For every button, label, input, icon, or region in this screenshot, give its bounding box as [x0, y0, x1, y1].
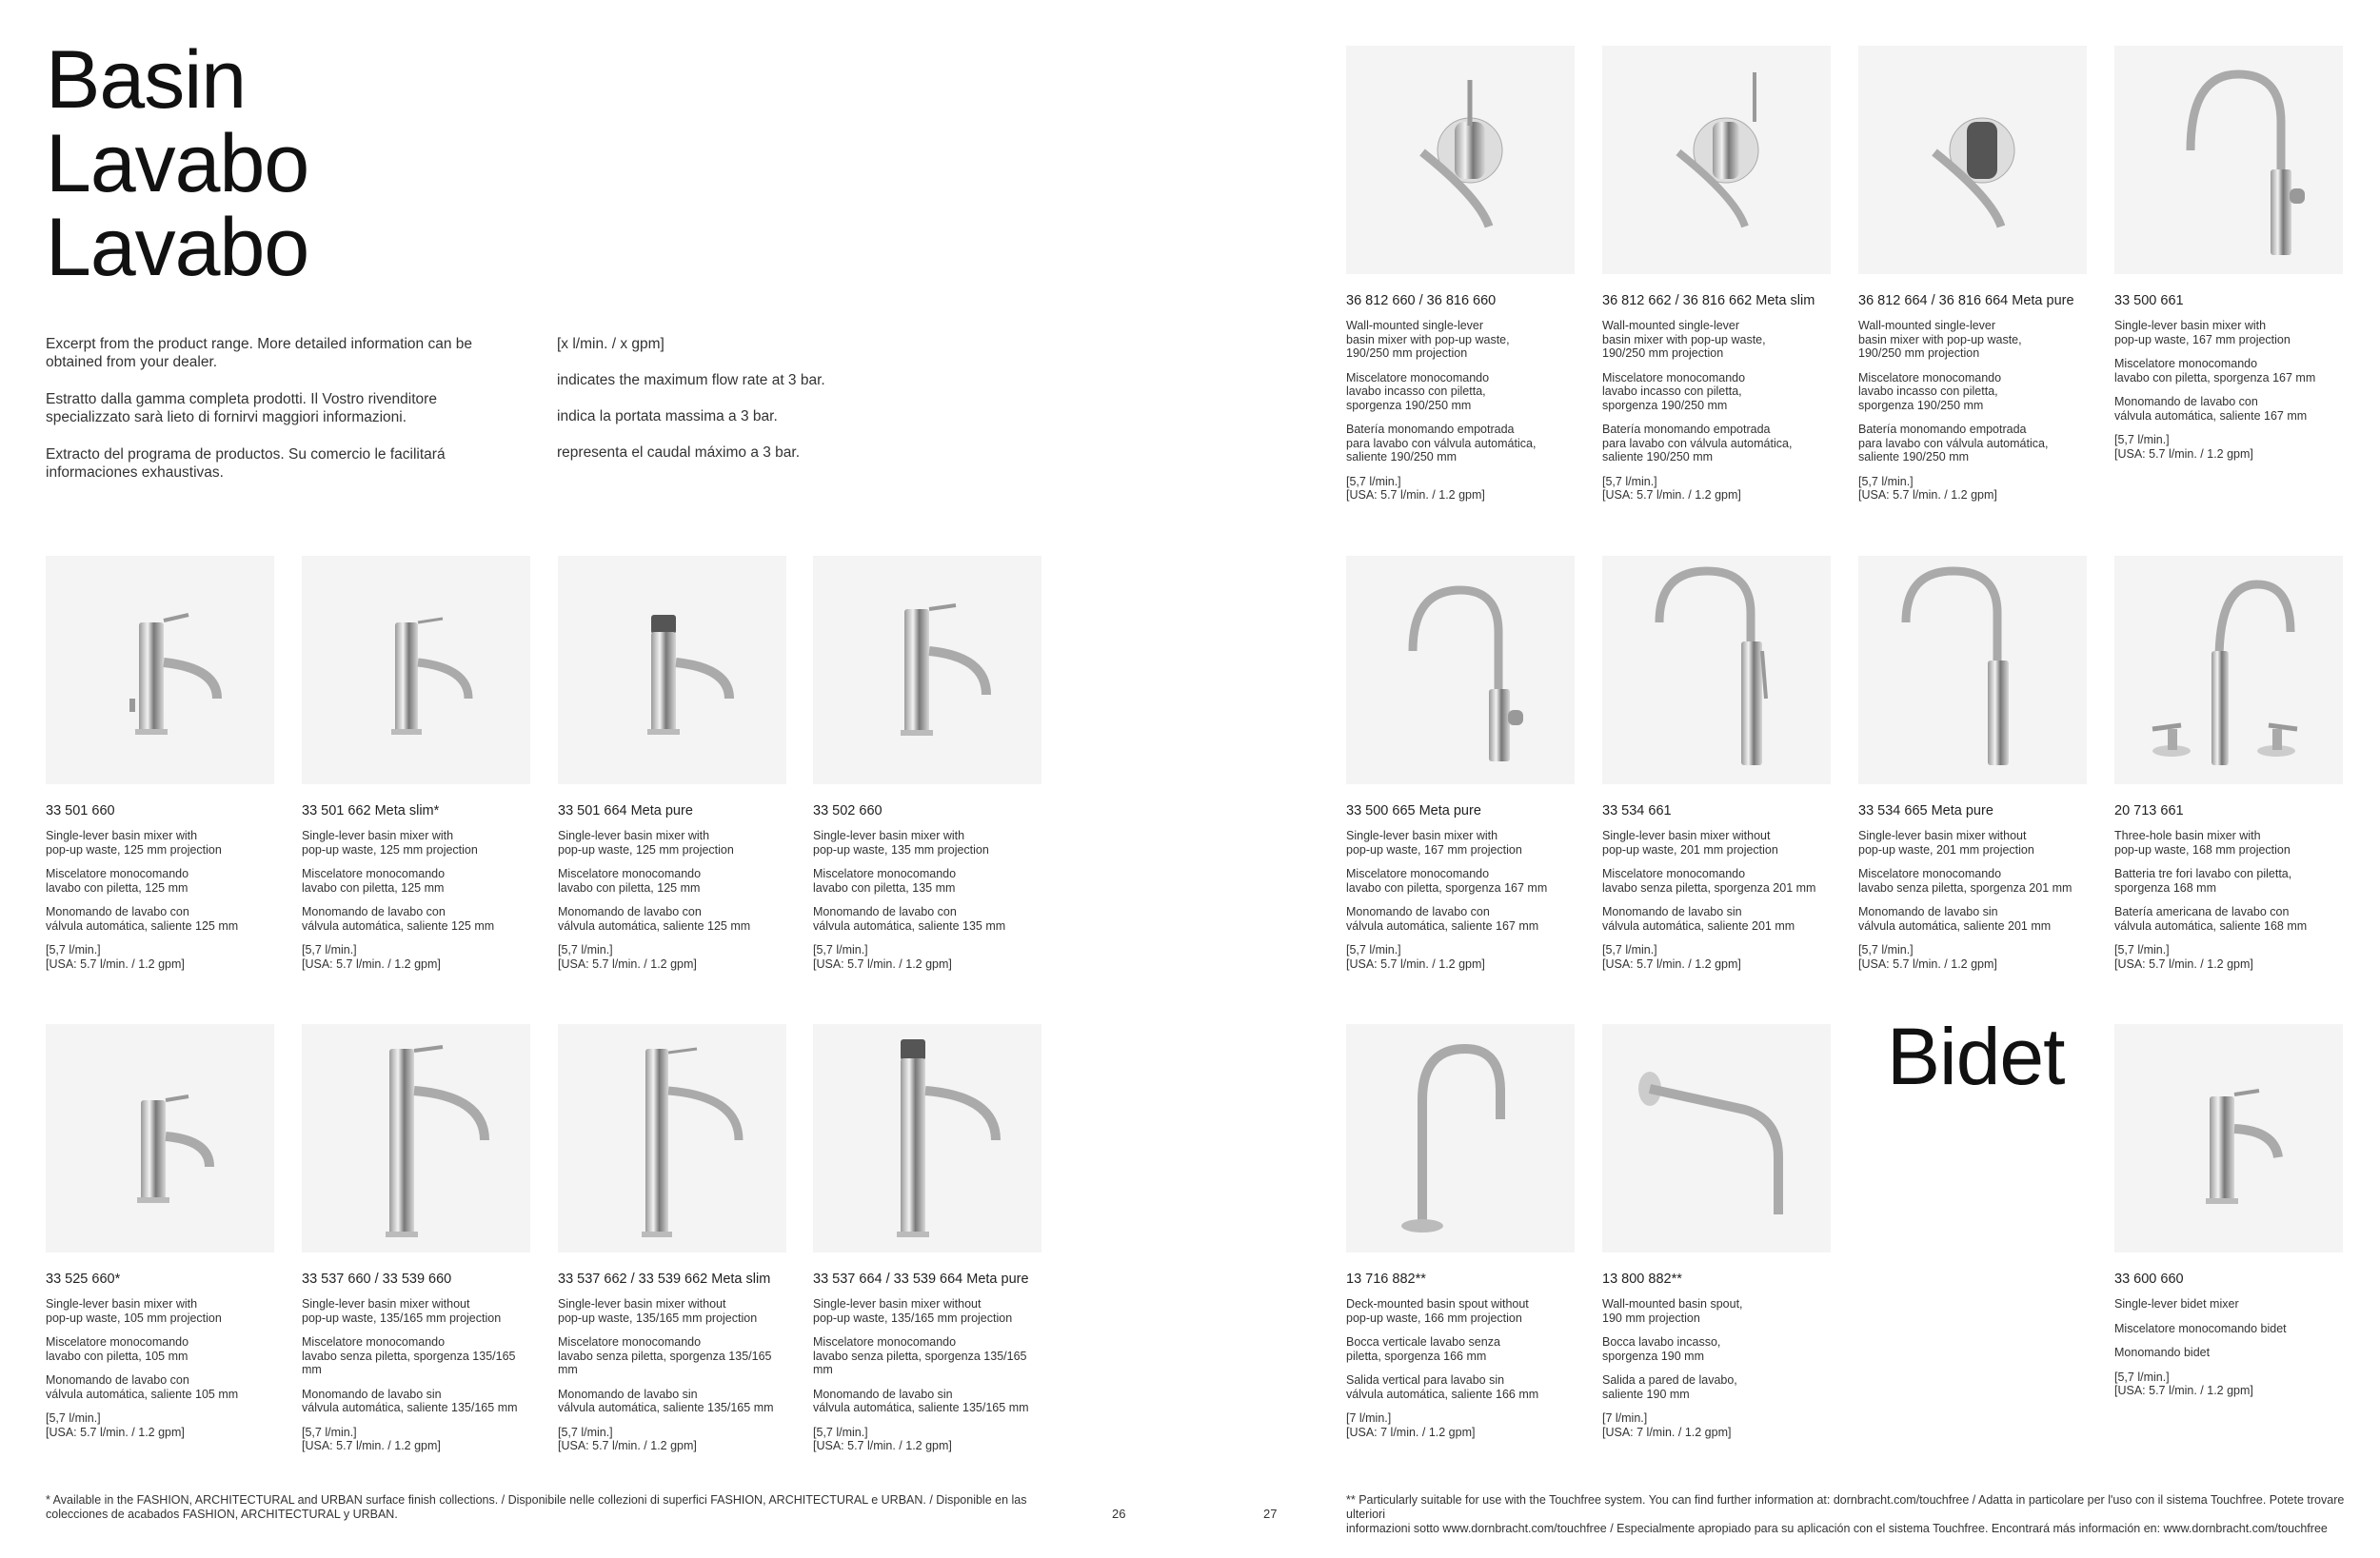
flow-rate: [5,7 l/min.] [USA: 5.7 l/min. / 1.2 gpm] [558, 1425, 697, 1452]
mixer-short-pure-image [558, 556, 786, 784]
wall-mixer-pure-image [1858, 46, 2087, 274]
desc-es: Monomando de lavabo sin válvula automática, saliente 135/165 mm [813, 1387, 1029, 1414]
desc-en: Single-lever basin mixer without pop-up waste, 135/165 mm projection [813, 1297, 1013, 1325]
desc-es: Batería monomando empotrada para lavabo con válvula automática, saliente 190/250 mm [1858, 423, 2049, 463]
product-code: 33 537 662 / 33 539 662 Meta slim [558, 1272, 771, 1287]
wall-spout-image [1602, 1024, 1831, 1252]
desc-en: Wall-mounted basin spout, 190 mm projection [1602, 1297, 1743, 1325]
mixer-mini-image [46, 1024, 274, 1252]
desc-en: Wall-mounted single-lever basin mixer with pop-up waste, 190/250 mm projection [1346, 319, 1510, 360]
gooseneck-mixer-pure-image [1346, 556, 1575, 784]
flow-rate: [5,7 l/min.] [USA: 5.7 l/min. / 1.2 gpm] [2114, 433, 2253, 461]
desc-en: Single-lever basin mixer with pop-up waste, 105 mm projection [46, 1297, 222, 1325]
desc-it: Miscelatore monocomando lavabo con piletta, 105 mm [46, 1335, 189, 1363]
desc-es: Monomando de lavabo con válvula automática, saliente 125 mm [558, 905, 751, 933]
three-hole-mixer-image [2114, 556, 2343, 784]
mixer-short-image [46, 556, 274, 784]
desc-es: Batería monomando empotrada para lavabo con válvula automática, saliente 190/250 mm [1346, 423, 1537, 463]
tall-gooseneck-mixer-image [1602, 556, 1831, 784]
desc-es: Batería monomando empotrada para lavabo con válvula automática, saliente 190/250 mm [1602, 423, 1793, 463]
desc-it: Miscelatore monocomando bidet [2114, 1321, 2287, 1335]
desc-es: Monomando de lavabo sin válvula automática, saliente 201 mm [1858, 905, 2052, 933]
desc-es: Monomando de lavabo con válvula automática, saliente 125 mm [46, 905, 239, 933]
flow-rate: [5,7 l/min.] [USA: 5.7 l/min. / 1.2 gpm] [813, 1425, 952, 1452]
flow-rate: [5,7 l/min.] [USA: 5.7 l/min. / 1.2 gpm] [46, 943, 185, 971]
desc-en: Single-lever basin mixer with pop-up waste, 167 mm projection [2114, 319, 2291, 346]
legend-en: indicates the maximum flow rate at 3 bar. [557, 372, 825, 388]
flow-rate: [5,7 l/min.] [USA: 5.7 l/min. / 1.2 gpm] [558, 943, 697, 971]
desc-en: Single-lever basin mixer without pop-up waste, 135/165 mm projection [302, 1297, 502, 1325]
product-card-33-500-661[interactable] [2114, 46, 2343, 471]
legend-format: [x l/min. / x gpm] [557, 336, 664, 352]
flow-rate: [5,7 l/min.] [USA: 5.7 l/min. / 1.2 gpm] [1346, 943, 1485, 971]
desc-en: Single-lever basin mixer without pop-up waste, 201 mm projection [1602, 829, 1778, 857]
desc-es: Batería americana de lavabo con válvula automática, saliente 168 mm [2114, 905, 2308, 933]
desc-it: Batteria tre fori lavabo con piletta, sporgenza 168 mm [2114, 867, 2292, 895]
product-code: 36 812 660 / 36 816 660 [1346, 293, 1497, 308]
product-card-33-534-661[interactable] [1602, 556, 1831, 981]
product-code: 33 534 661 [1602, 803, 1672, 818]
desc-it: Miscelatore monocomando lavabo con piletta, sporgenza 167 mm [2114, 357, 2316, 385]
desc-it: Miscelatore monocomando lavabo incasso con piletta, sporgenza 190/250 mm [1602, 370, 1746, 412]
product-code: 33 501 662 Meta slim* [302, 803, 440, 818]
product-code: 36 812 662 / 36 816 662 Meta slim [1602, 293, 1815, 308]
desc-en: Three-hole basin mixer with pop-up waste, 168 mm projection [2114, 829, 2291, 857]
desc-it: Bocca lavabo incasso, sporgenza 190 mm [1602, 1335, 1721, 1363]
desc-es: Salida a pared de lavabo, saliente 190 mm [1602, 1373, 1737, 1401]
flow-rate: [5,7 l/min.] [USA: 5.7 l/min. / 1.2 gpm] [46, 1411, 185, 1439]
product-code: 33 537 664 / 33 539 664 Meta pure [813, 1272, 1029, 1287]
wall-mixer-slim-image [1602, 46, 1831, 274]
product-card-36-812-664[interactable] [1858, 46, 2087, 513]
product-card-33-501-662[interactable] [302, 556, 530, 981]
intro-it: Estratto dalla gamma completa prodotti. Il Vostro rivenditore specializzato sarà lieto di fornirvi maggiori informazioni. [46, 391, 437, 425]
product-card-33-537-662[interactable] [558, 1024, 786, 1464]
product-card-33-501-660[interactable] [46, 556, 274, 981]
flow-legend [557, 335, 919, 480]
desc-it: Miscelatore monocomando lavabo senza piletta, sporgenza 135/165 mm [813, 1335, 1027, 1376]
product-code: 20 713 661 [2114, 803, 2184, 818]
desc-it: Miscelatore monocomando lavabo incasso con piletta, sporgenza 190/250 mm [1346, 370, 1490, 412]
flow-rate: [5,7 l/min.] [USA: 5.7 l/min. / 1.2 gpm] [1858, 943, 1997, 971]
product-card-33-500-665[interactable] [1346, 556, 1575, 981]
mixer-tall-slim-image [558, 1024, 786, 1252]
product-card-33-502-660[interactable] [813, 556, 1041, 981]
desc-es: Monomando de lavabo sin válvula automática, saliente 135/165 mm [558, 1387, 774, 1414]
product-code: 36 812 664 / 36 816 664 Meta pure [1858, 293, 2074, 308]
desc-es: Monomando de lavabo sin válvula automática, saliente 201 mm [1602, 905, 1795, 933]
intro-es: Extracto del programa de productos. Su comercio le facilitará informaciones exhaustivas. [46, 446, 446, 481]
desc-it: Bocca verticale lavabo senza piletta, sporgenza 166 mm [1346, 1335, 1500, 1363]
flow-rate: [5,7 l/min.] [USA: 5.7 l/min. / 1.2 gpm] [302, 943, 441, 971]
product-code: 33 500 661 [2114, 293, 2184, 308]
bidet-section-title: Bidet [1887, 1012, 2065, 1101]
product-card-33-537-664[interactable] [813, 1024, 1041, 1464]
desc-es: Monomando bidet [2114, 1346, 2211, 1359]
desc-en: Deck-mounted basin spout without pop-up waste, 166 mm projection [1346, 1297, 1529, 1325]
product-code: 33 501 660 [46, 803, 115, 818]
right-footnote: ** Particularly suitable for use with the Touchfree system. You can find further information at: dornbracht.com/touchfree / Adatta in particolare per l'uso con il sistema Touchfree. Potete trovare ulteriori informazioni sotto www.dornbracht.com/touchfree / Especialmente apropiado para su aplicación con el sistema Touchfree. Encontrará más información en: www.dornbracht.com/touchfree [1346, 1493, 2345, 1535]
desc-it: Miscelatore monocomando lavabo con piletta, 135 mm [813, 867, 957, 895]
flow-rate: [7 l/min.] [USA: 7 l/min. / 1.2 gpm] [1346, 1411, 1476, 1439]
flow-rate: [5,7 l/min.] [USA: 5.7 l/min. / 1.2 gpm] [1858, 474, 1997, 502]
page-title: Basin Lavabo Lavabo [46, 34, 309, 293]
product-card-36-812-662[interactable] [1602, 46, 1831, 513]
flow-rate: [5,7 l/min.] [USA: 5.7 l/min. / 1.2 gpm] [1346, 474, 1485, 502]
product-card-33-537-660[interactable] [302, 1024, 530, 1464]
product-code: 13 716 882** [1346, 1272, 1426, 1287]
product-code: 33 600 660 [2114, 1272, 2184, 1287]
desc-en: Single-lever basin mixer with pop-up waste, 135 mm projection [813, 829, 989, 857]
desc-es: Monomando de lavabo con válvula automática, saliente 125 mm [302, 905, 495, 933]
wall-mixer-image [1346, 46, 1575, 274]
product-card-13-800-882[interactable] [1602, 1024, 1831, 1450]
intro-text [46, 335, 484, 501]
mixer-tall-pure-image [813, 1024, 1041, 1252]
desc-en: Single-lever basin mixer without pop-up waste, 201 mm projection [1858, 829, 2034, 857]
desc-it: Miscelatore monocomando lavabo senza piletta, sporgenza 135/165 mm [302, 1335, 516, 1376]
desc-es: Salida vertical para lavabo sin válvula automática, saliente 166 mm [1346, 1373, 1539, 1401]
product-code: 33 500 665 Meta pure [1346, 803, 1481, 818]
product-card-13-716-882[interactable] [1346, 1024, 1575, 1450]
desc-es: Monomando de lavabo con válvula automática, saliente 167 mm [2114, 395, 2308, 423]
flow-rate: [5,7 l/min.] [USA: 5.7 l/min. / 1.2 gpm] [1602, 474, 1741, 502]
flow-rate: [5,7 l/min.] [USA: 5.7 l/min. / 1.2 gpm] [2114, 943, 2253, 971]
product-card-33-534-665[interactable] [1858, 556, 2087, 981]
desc-en: Single-lever basin mixer with pop-up waste, 125 mm projection [46, 829, 222, 857]
page-number-left: 26 [1112, 1507, 1126, 1521]
desc-it: Miscelatore monocomando lavabo con piletta, 125 mm [558, 867, 702, 895]
deck-spout-image [1346, 1024, 1575, 1252]
product-card-36-812-660[interactable] [1346, 46, 1575, 513]
product-code: 33 502 660 [813, 803, 883, 818]
desc-es: Monomando de lavabo sin válvula automática, saliente 135/165 mm [302, 1387, 518, 1414]
flow-rate: [5,7 l/min.] [USA: 5.7 l/min. / 1.2 gpm] [1602, 943, 1741, 971]
desc-en: Single-lever basin mixer without pop-up waste, 135/165 mm projection [558, 1297, 758, 1325]
desc-it: Miscelatore monocomando lavabo senza piletta, sporgenza 135/165 mm [558, 1335, 772, 1376]
desc-it: Miscelatore monocomando lavabo senza piletta, sporgenza 201 mm [1602, 867, 1816, 895]
desc-en: Single-lever basin mixer with pop-up waste, 167 mm projection [1346, 829, 1522, 857]
desc-it: Miscelatore monocomando lavabo senza piletta, sporgenza 201 mm [1858, 867, 2073, 895]
desc-en: Single-lever basin mixer with pop-up waste, 125 mm projection [558, 829, 734, 857]
desc-it: Miscelatore monocomando lavabo incasso con piletta, sporgenza 190/250 mm [1858, 370, 2002, 412]
desc-es: Monomando de lavabo con válvula automática, saliente 167 mm [1346, 905, 1539, 933]
flow-rate: [5,7 l/min.] [USA: 5.7 l/min. / 1.2 gpm] [813, 943, 952, 971]
mixer-short-slim-image [302, 556, 530, 784]
product-card-20-713-661[interactable] [2114, 556, 2343, 981]
desc-es: Monomando de lavabo con válvula automática, saliente 135 mm [813, 905, 1006, 933]
legend-it: indica la portata massima a 3 bar. [557, 408, 778, 424]
legend-es: representa el caudal máximo a 3 bar. [557, 444, 801, 461]
left-footnote: * Available in the FASHION, ARCHITECTURAL and URBAN surface finish collections. / Disponibile nelle collezioni di superfici FASHION, ARCHITECTURAL e URBAN. / Disponible en las colecciones de acabados FASHION, ARCHITECTURAL y URBAN. [46, 1493, 1027, 1521]
desc-en: Wall-mounted single-lever basin mixer with pop-up waste, 190/250 mm projection [1858, 319, 2022, 360]
intro-en: Excerpt from the product range. More detailed information can be obtained from your dealer. [46, 336, 473, 370]
product-code: 33 501 664 Meta pure [558, 803, 693, 818]
product-card-33-600-660[interactable] [2114, 1024, 2343, 1409]
product-card-33-525-660[interactable] [46, 1024, 274, 1450]
page-number-right: 27 [1263, 1507, 1278, 1521]
desc-it: Miscelatore monocomando lavabo con piletta, 125 mm [46, 867, 189, 895]
flow-rate: [5,7 l/min.] [USA: 5.7 l/min. / 1.2 gpm] [2114, 1370, 2253, 1397]
product-code: 33 534 665 Meta pure [1858, 803, 1993, 818]
product-code: 33 525 660* [46, 1272, 121, 1287]
product-code: 13 800 882** [1602, 1272, 1682, 1287]
flow-rate: [5,7 l/min.] [USA: 5.7 l/min. / 1.2 gpm] [302, 1425, 441, 1452]
desc-en: Single-lever basin mixer with pop-up waste, 125 mm projection [302, 829, 478, 857]
mixer-tall-image [302, 1024, 530, 1252]
product-card-33-501-664[interactable] [558, 556, 786, 981]
desc-en: Single-lever bidet mixer [2114, 1297, 2239, 1311]
desc-en: Wall-mounted single-lever basin mixer with pop-up waste, 190/250 mm projection [1602, 319, 1766, 360]
flow-rate: [7 l/min.] [USA: 7 l/min. / 1.2 gpm] [1602, 1411, 1732, 1439]
gooseneck-mixer-image [2114, 46, 2343, 274]
desc-it: Miscelatore monocomando lavabo con piletta, 125 mm [302, 867, 446, 895]
bidet-mixer-image [2114, 1024, 2343, 1252]
mixer-medium-image [813, 556, 1041, 784]
desc-es: Monomando de lavabo con válvula automática, saliente 105 mm [46, 1373, 239, 1401]
desc-it: Miscelatore monocomando lavabo con piletta, sporgenza 167 mm [1346, 867, 1548, 895]
tall-gooseneck-mixer-pure-image [1858, 556, 2087, 784]
product-code: 33 537 660 / 33 539 660 [302, 1272, 452, 1287]
